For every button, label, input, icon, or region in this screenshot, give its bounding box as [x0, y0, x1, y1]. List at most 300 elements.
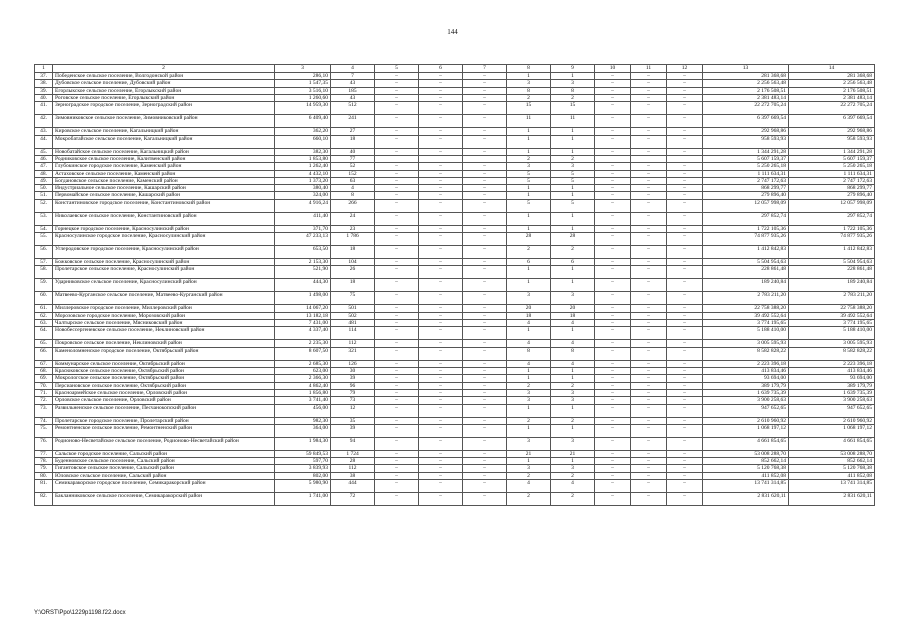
table-cell: 39: [331, 424, 375, 437]
table-row: [35, 155, 875, 162]
table-cell: 2 223 396,18: [789, 360, 875, 367]
table-cell: 1 984,30: [275, 437, 331, 450]
table-cell: –: [419, 170, 463, 177]
table-row: [35, 115, 875, 128]
table-cell: 1 344 291,28: [703, 148, 789, 155]
table-cell: 56.: [35, 246, 53, 259]
table-cell: –: [463, 397, 507, 404]
table-cell: 14 959,30: [275, 102, 331, 115]
table-cell: –: [419, 404, 463, 417]
settlement-name-cell: Ремонтненское сельское поселение, Ремонтненский район: [53, 424, 275, 437]
table-cell: –: [375, 185, 419, 192]
table-row: [35, 347, 875, 360]
table-cell: 1: [507, 185, 551, 192]
column-number-6: 6: [419, 65, 463, 73]
table-cell: 1: [551, 148, 595, 155]
table-cell: 958 593,93: [703, 135, 789, 148]
table-cell: –: [375, 73, 419, 80]
table-row: [35, 340, 875, 347]
settlement-name-cell: Индустриальное сельское поселение, Кашарский район: [53, 185, 275, 192]
table-cell: 279 896,40: [789, 192, 875, 199]
table-cell: 2 381 483,14: [703, 94, 789, 101]
table-cell: –: [375, 115, 419, 128]
table-cell: 63.: [35, 320, 53, 327]
table-cell: 653,50: [275, 246, 331, 259]
settlement-name-cell: Горнецкое городское поселение, Красносулинский район: [53, 225, 275, 232]
table-cell: 1: [507, 266, 551, 279]
table-cell: 3 900 258,63: [703, 397, 789, 404]
table-cell: –: [631, 404, 667, 417]
settlement-name-cell: Победенское сельское поселение, Волгодонской район: [53, 73, 275, 80]
table-cell: –: [595, 185, 631, 192]
table-cell: 266: [331, 199, 375, 212]
table-cell: –: [667, 493, 703, 506]
table-cell: –: [631, 279, 667, 292]
table-row: [35, 305, 875, 312]
table-cell: –: [463, 465, 507, 472]
table-cell: 41.: [35, 102, 53, 115]
table-cell: 20: [551, 305, 595, 312]
table-cell: –: [419, 340, 463, 347]
table-cell: –: [375, 375, 419, 382]
settlement-name-cell: Родионово-Несветайское сельское поселение, Родионово-Несветайский район: [53, 437, 275, 450]
table-cell: 411 852,08: [703, 472, 789, 479]
table-cell: –: [631, 163, 667, 170]
table-cell: [463, 155, 507, 162]
table-cell: –: [375, 259, 419, 266]
table-cell: 37.: [35, 73, 53, 80]
table-cell: –: [595, 437, 631, 450]
table-cell: 74 877 935,26: [703, 233, 789, 246]
table-cell: –: [463, 73, 507, 80]
table-cell: –: [375, 458, 419, 465]
column-number-row: [35, 65, 875, 73]
column-number-8: 8: [507, 65, 551, 73]
table-cell: –: [375, 87, 419, 94]
table-cell: –: [463, 199, 507, 212]
column-number-10: 10: [595, 65, 631, 73]
table-cell: –: [463, 305, 507, 312]
table-cell: 2 685,30: [275, 360, 331, 367]
table-cell: 5: [507, 170, 551, 177]
settlement-name-cell: Николаевское сельское поселение, Константиновский район: [53, 212, 275, 225]
column-number-5: 5: [375, 65, 419, 73]
table-cell: 1: [507, 225, 551, 232]
table-cell: 2 381 483,14: [789, 94, 875, 101]
table-cell: 189 240,84: [703, 279, 789, 292]
table-cell: –: [463, 367, 507, 374]
column-number-4: 4: [331, 65, 375, 73]
table-cell: –: [631, 233, 667, 246]
table-cell: 1: [507, 375, 551, 382]
table-cell: 5 607 159,37: [789, 155, 875, 162]
table-cell: 389 179,79: [703, 382, 789, 389]
column-number-13: 13: [703, 65, 789, 73]
table-cell: –: [595, 360, 631, 367]
table-cell: –: [419, 115, 463, 128]
table-cell: 2: [507, 472, 551, 479]
settlement-name-cell: Красноармейское сельское поселение, Орловский район: [53, 389, 275, 396]
table-cell: 802,00: [275, 472, 331, 479]
table-cell: –: [463, 246, 507, 259]
table-cell: 74 877 935,26: [789, 233, 875, 246]
table-cell: –: [375, 102, 419, 115]
settlement-name-cell: Мокробатайское сельское поселение, Кагальницкий район: [53, 135, 275, 148]
table-cell: –: [419, 480, 463, 493]
table-cell: 3: [507, 397, 551, 404]
table-cell: 292 968,86: [789, 128, 875, 135]
column-number-14: 14: [789, 65, 875, 73]
table-cell: 1 412 842,83: [789, 246, 875, 259]
table-cell: –: [667, 148, 703, 155]
table-cell: 371,70: [275, 225, 331, 232]
table-cell: 411 852,08: [789, 472, 875, 479]
table-row: [35, 465, 875, 472]
table-cell: –: [419, 493, 463, 506]
table-cell: –: [631, 367, 667, 374]
table-cell: –: [463, 266, 507, 279]
table-cell: –: [631, 320, 667, 327]
table-cell: –: [463, 233, 507, 246]
table-cell: –: [667, 199, 703, 212]
table-cell: –: [419, 472, 463, 479]
table-cell: –: [463, 148, 507, 155]
table-cell: 2 256 563,48: [703, 80, 789, 87]
table-cell: –: [631, 465, 667, 472]
table-cell: 3: [551, 80, 595, 87]
table-cell: –: [667, 192, 703, 199]
table-cell: –: [375, 225, 419, 232]
table-cell: –: [419, 102, 463, 115]
table-cell: 82.: [35, 493, 53, 506]
table-cell: 1: [507, 128, 551, 135]
table-cell: –: [463, 347, 507, 360]
table-cell: –: [595, 80, 631, 87]
table-cell: –: [667, 327, 703, 340]
table-row: [35, 259, 875, 266]
table-cell: –: [667, 437, 703, 450]
table-cell: –: [595, 458, 631, 465]
table-cell: 297 852,74: [789, 212, 875, 225]
table-cell: 47 233,13: [275, 233, 331, 246]
table-cell: –: [595, 94, 631, 101]
table-cell: –: [595, 424, 631, 437]
table-row: [35, 212, 875, 225]
table-row: [35, 360, 875, 367]
table-cell: 68.: [35, 367, 53, 374]
table-cell: –: [375, 327, 419, 340]
table-cell: 7 431,00: [275, 320, 331, 327]
table-cell: 3: [507, 465, 551, 472]
table-cell: –: [375, 163, 419, 170]
table-cell: 1 639 735,39: [789, 389, 875, 396]
table-cell: 38: [331, 472, 375, 479]
table-cell: –: [667, 266, 703, 279]
table-cell: –: [463, 128, 507, 135]
table-cell: –: [631, 192, 667, 199]
table-cell: 1 260,60: [275, 94, 331, 101]
table-cell: 72.: [35, 397, 53, 404]
table-cell: –: [419, 128, 463, 135]
table-cell: 5 188 410,00: [789, 327, 875, 340]
table-cell: 18: [331, 135, 375, 148]
table-cell: 59 849,53: [275, 450, 331, 457]
table-cell: 1 786: [331, 233, 375, 246]
table-cell: –: [375, 135, 419, 148]
table-cell: –: [631, 480, 667, 493]
table-cell: 501: [331, 305, 375, 312]
table-cell: –: [595, 404, 631, 417]
table-cell: 1 111 634,31: [789, 170, 875, 177]
table-cell: 60.: [35, 292, 53, 305]
table-cell: 49.: [35, 177, 53, 184]
table-cell: 5: [551, 177, 595, 184]
table-cell: 74.: [35, 417, 53, 424]
table-cell: 413 834,46: [703, 367, 789, 374]
table-cell: 15: [551, 102, 595, 115]
table-row: [35, 199, 875, 212]
table-cell: 868 299,77: [703, 185, 789, 192]
table-cell: –: [631, 375, 667, 382]
table-cell: –: [375, 480, 419, 493]
table-cell: –: [375, 450, 419, 457]
settlement-name-cell: Астаховское сельское поселение, Каменский район: [53, 170, 275, 177]
settlement-name-cell: Пролетарское сельское поселение, Красносулинский район: [53, 266, 275, 279]
table-cell: –: [631, 128, 667, 135]
table-cell: 44.: [35, 135, 53, 148]
table-cell: –: [463, 135, 507, 148]
settlement-name-cell: Красюковское сельское поселение, Октябрьский район: [53, 367, 275, 374]
table-cell: –: [667, 340, 703, 347]
table-cell: –: [419, 80, 463, 87]
table-cell: –: [419, 163, 463, 170]
table-cell: –: [631, 177, 667, 184]
table-cell: –: [463, 480, 507, 493]
table-cell: 380,40: [275, 185, 331, 192]
table-cell: –: [463, 80, 507, 87]
table-cell: –: [631, 458, 667, 465]
table-cell: –: [631, 347, 667, 360]
table-cell: 2 831 620,11: [703, 493, 789, 506]
table-cell: 2: [551, 246, 595, 259]
table-cell: [631, 155, 667, 162]
table-cell: 26: [331, 266, 375, 279]
settlement-name-cell: Мокрологское сельское поселение, Октябрьский район: [53, 375, 275, 382]
table-cell: 40: [331, 148, 375, 155]
table-cell: 3: [507, 292, 551, 305]
table-cell: 4: [551, 360, 595, 367]
table-cell: 3: [507, 80, 551, 87]
table-cell: –: [419, 347, 463, 360]
table-cell: 24: [331, 212, 375, 225]
table-cell: –: [595, 212, 631, 225]
table-cell: –: [419, 465, 463, 472]
table-cell: –: [463, 102, 507, 115]
table-cell: 1: [507, 73, 551, 80]
table-cell: 2 747 172,63: [789, 177, 875, 184]
table-cell: 96: [331, 382, 375, 389]
column-number-2: 2: [53, 65, 275, 73]
table-cell: 53.: [35, 212, 53, 225]
table-cell: 1 344 291,28: [789, 148, 875, 155]
table-cell: 2 783 211,20: [789, 292, 875, 305]
table-cell: 18: [331, 246, 375, 259]
table-cell: –: [419, 389, 463, 396]
table-cell: 1: [551, 185, 595, 192]
table-row: [35, 382, 875, 389]
table-cell: –: [667, 292, 703, 305]
table-cell: 1: [507, 135, 551, 148]
table-row: [35, 233, 875, 246]
table-cell: –: [667, 246, 703, 259]
table-cell: –: [595, 367, 631, 374]
table-row: [35, 458, 875, 465]
table-cell: –: [631, 266, 667, 279]
table-cell: –: [667, 259, 703, 266]
table-row: [35, 389, 875, 396]
table-cell: –: [419, 185, 463, 192]
table-cell: 21: [507, 450, 551, 457]
table-cell: –: [419, 233, 463, 246]
table-cell: 50.: [35, 185, 53, 192]
settlement-name-cell: Егорлыкское сельское поселение, Егорлыкский район: [53, 87, 275, 94]
table-row: [35, 472, 875, 479]
table-cell: 3 839,93: [275, 465, 331, 472]
table-cell: 53 008 288,70: [789, 450, 875, 457]
table-cell: 1: [551, 128, 595, 135]
table-cell: –: [419, 246, 463, 259]
table-cell: 66.: [35, 347, 53, 360]
table-cell: –: [631, 292, 667, 305]
table-cell: –: [463, 472, 507, 479]
table-cell: –: [595, 73, 631, 80]
table-cell: 1 722 105,36: [789, 225, 875, 232]
table-cell: 18: [551, 312, 595, 319]
table-cell: –: [419, 450, 463, 457]
table-row: [35, 312, 875, 319]
table-cell: –: [667, 312, 703, 319]
table-cell: –: [667, 465, 703, 472]
table-cell: 3: [551, 397, 595, 404]
table-cell: –: [631, 212, 667, 225]
table-cell: 15: [507, 102, 551, 115]
table-cell: –: [375, 404, 419, 417]
table-cell: 81.: [35, 480, 53, 493]
table-cell: –: [375, 367, 419, 374]
table-cell: –: [463, 375, 507, 382]
table-cell: 413 834,46: [789, 367, 875, 374]
table-cell: 28: [551, 233, 595, 246]
table-cell: 5: [507, 177, 551, 184]
table-cell: 77.: [35, 450, 53, 457]
table-cell: 868 299,77: [789, 185, 875, 192]
table-cell: 5 250 265,18: [789, 163, 875, 170]
table-cell: –: [463, 225, 507, 232]
settlement-name-cell: Родниковское сельское поселение, Калитвенский район: [53, 155, 275, 162]
table-cell: 411,40: [275, 212, 331, 225]
table-cell: 2: [507, 493, 551, 506]
table-cell: –: [375, 292, 419, 305]
table-cell: –: [667, 417, 703, 424]
table-cell: –: [419, 212, 463, 225]
table-cell: –: [463, 360, 507, 367]
table-cell: 11: [551, 115, 595, 128]
table-cell: 4: [507, 340, 551, 347]
table-cell: –: [667, 424, 703, 437]
table-cell: 4: [331, 185, 375, 192]
table-row: [35, 87, 875, 94]
table-cell: –: [631, 340, 667, 347]
table-cell: 2: [551, 472, 595, 479]
table-cell: –: [667, 360, 703, 367]
table-cell: 3 005 595,93: [703, 340, 789, 347]
table-cell: –: [419, 327, 463, 340]
table-cell: 947 652,65: [789, 404, 875, 417]
table-cell: –: [667, 382, 703, 389]
table-cell: 241: [331, 115, 375, 128]
table-cell: 8: [551, 347, 595, 360]
table-cell: 1: [551, 424, 595, 437]
table-cell: 2 223 396,18: [703, 360, 789, 367]
table-cell: 51.: [35, 192, 53, 199]
table-cell: –: [419, 73, 463, 80]
table-cell: 4: [507, 320, 551, 327]
table-cell: 2: [551, 417, 595, 424]
table-cell: –: [631, 185, 667, 192]
table-cell: –: [595, 340, 631, 347]
table-cell: –: [419, 94, 463, 101]
settlement-name-cell: Покровское сельское поселение, Неклиновский район: [53, 340, 275, 347]
table-cell: –: [463, 450, 507, 457]
table-cell: 42.: [35, 115, 53, 128]
table-cell: –: [631, 389, 667, 396]
table-cell: –: [419, 367, 463, 374]
table-cell: 69.: [35, 375, 53, 382]
table-cell: –: [595, 327, 631, 340]
table-cell: 75: [331, 292, 375, 305]
table-cell: –: [463, 320, 507, 327]
table-row: [35, 163, 875, 170]
settlement-name-cell: Развильненское сельское поселение, Песчанокопский район: [53, 404, 275, 417]
table-cell: –: [667, 73, 703, 80]
table-cell: 1: [507, 424, 551, 437]
table-cell: 1: [551, 192, 595, 199]
settlement-name-cell: Роговское сельское поселение, Егорлыкский район: [53, 94, 275, 101]
table-cell: –: [631, 259, 667, 266]
table-cell: –: [631, 246, 667, 259]
table-cell: –: [375, 312, 419, 319]
table-cell: 1: [507, 279, 551, 292]
table-cell: –: [667, 404, 703, 417]
table-cell: –: [631, 115, 667, 128]
table-cell: 8 582 828,22: [703, 347, 789, 360]
table-cell: 21: [551, 450, 595, 457]
table-cell: [375, 155, 419, 162]
table-cell: 947 652,65: [703, 404, 789, 417]
table-cell: –: [631, 493, 667, 506]
table-cell: 1: [507, 192, 551, 199]
table-cell: 39 492 552,64: [789, 312, 875, 319]
table-cell: –: [375, 233, 419, 246]
table-cell: –: [631, 437, 667, 450]
table-cell: 1: [551, 327, 595, 340]
table-cell: –: [631, 424, 667, 437]
table-cell: –: [631, 305, 667, 312]
table-cell: 64.: [35, 327, 53, 340]
table-cell: 65.: [35, 340, 53, 347]
file-path-footer: Y:\ORST\Ppo\1229p1198.f22.docx: [34, 610, 126, 616]
table-cell: 362,20: [275, 128, 331, 135]
